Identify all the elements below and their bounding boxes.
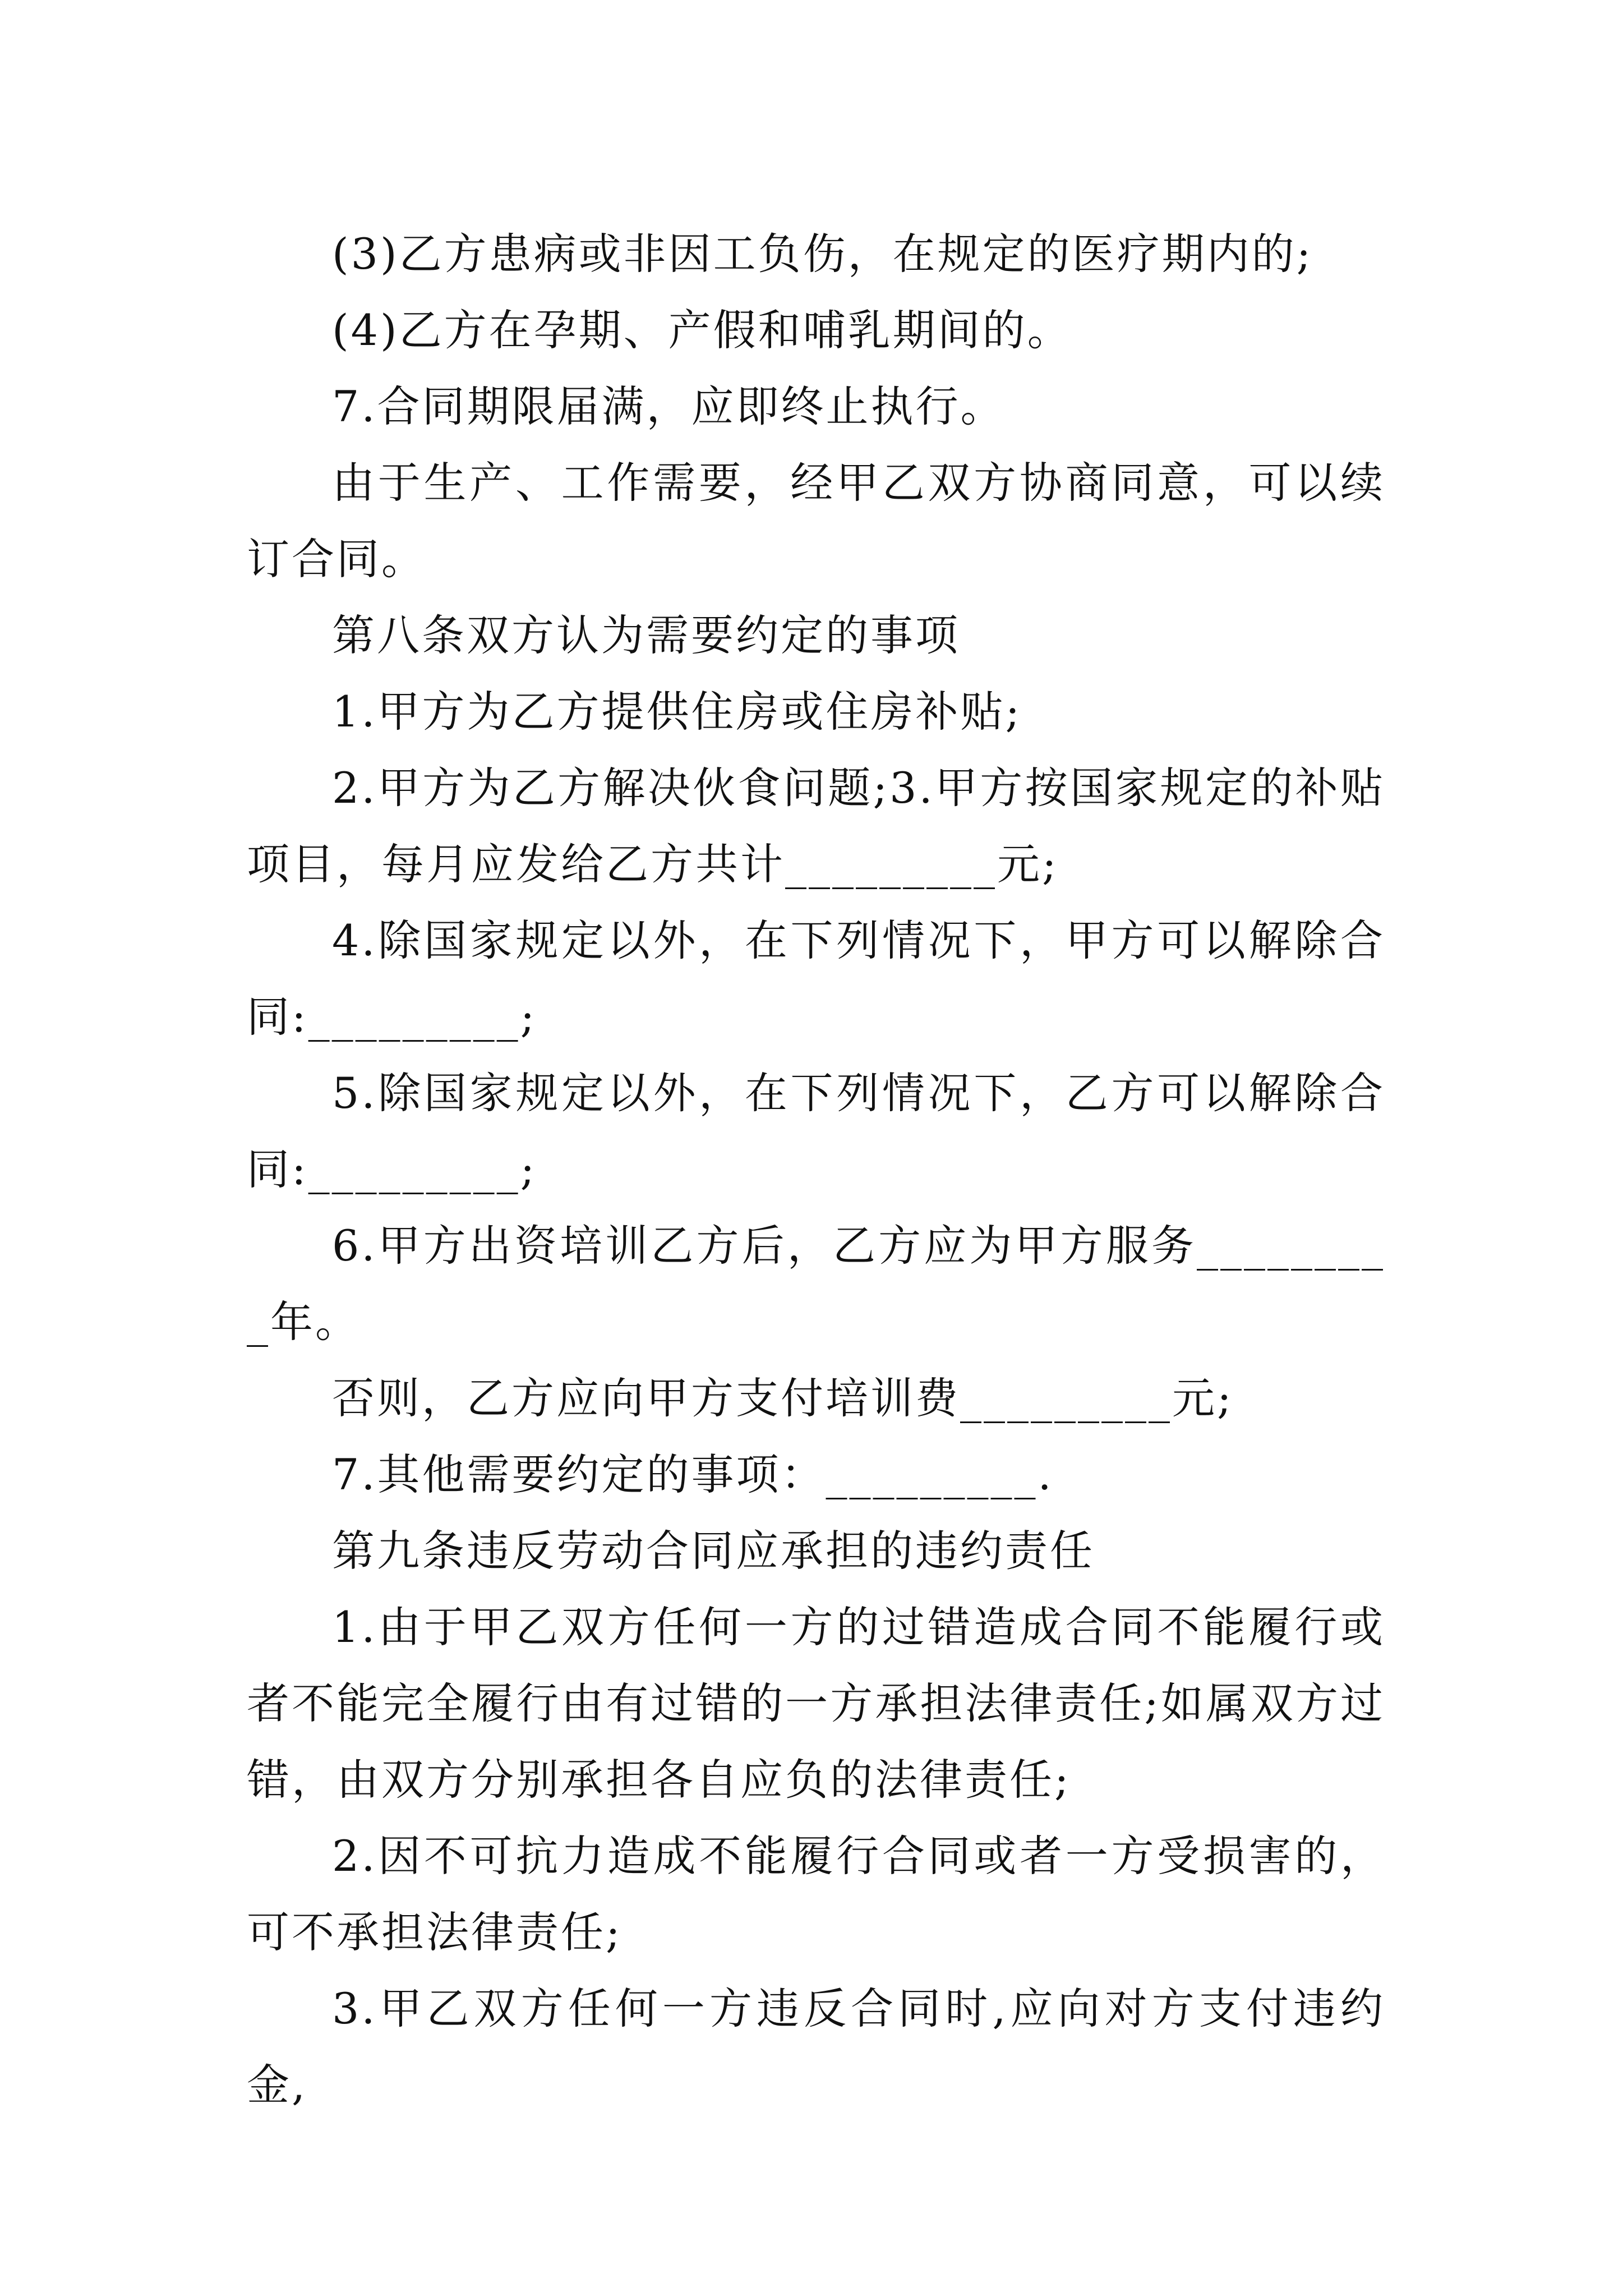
paragraph-clause-7-3: (3)乙方患病或非因工负伤，在规定的医疗期内的; [332, 229, 1313, 279]
heading-article-9: 第九条违反劳动合同应承担的违约责任 [332, 1526, 1095, 1576]
paragraph-article-9-item-3: 3.甲乙双方任何一方违反合同时,应向对方支付违约金, [247, 1984, 1385, 2110]
paragraph-article-8-item-2-3: 2.甲方为乙方解决伙食问题;3.甲方按国家规定的补贴项目，每月应发给乙方共计_________元; [247, 763, 1385, 889]
heading-article-8: 第八条双方认为需要约定的事项 [332, 610, 960, 660]
paragraph-clause-7-4: (4)乙方在孕期、产假和哺乳期间的。 [332, 305, 1072, 355]
document-body [247, 216, 1385, 2123]
paragraph-contract-expiry: 7.合同期限届满，应即终止执行。 [332, 381, 1006, 431]
paragraph-article-8-item-4: 4.除国家规定以外，在下列情况下，甲方可以解除合同:_________; [247, 915, 1385, 1042]
paragraph-article-8-item-5: 5.除国家规定以外，在下列情况下，乙方可以解除合同:_________; [247, 1068, 1385, 1194]
paragraph-article-8-item-1: 1.甲方为乙方提供住房或住房补贴; [332, 687, 1022, 737]
paragraph-article-8-item-7: 7.其他需要约定的事项：_________. [332, 1450, 1054, 1499]
paragraph-contract-renewal: 由于生产、工作需要，经甲乙双方协商同意，可以续订合同。 [247, 458, 1385, 584]
paragraph-article-9-item-1: 1.由于甲乙双方任何一方的过错造成合同不能履行或者不能完全履行由有过错的一方承担法律责任;如属双方过错，由双方分别承担各自应负的法律责任; [247, 1602, 1385, 1805]
paragraph-article-8-item-6: 6.甲方出资培训乙方后，乙方应为甲方服务_________年。 [247, 1221, 1385, 1347]
paragraph-training-fee: 否则，乙方应向甲方支付培训费_________元; [332, 1373, 1234, 1423]
paragraph-article-9-item-2: 2.因不可抗力造成不能履行合同或者一方受损害的，可不承担法律责任; [247, 1831, 1385, 1957]
